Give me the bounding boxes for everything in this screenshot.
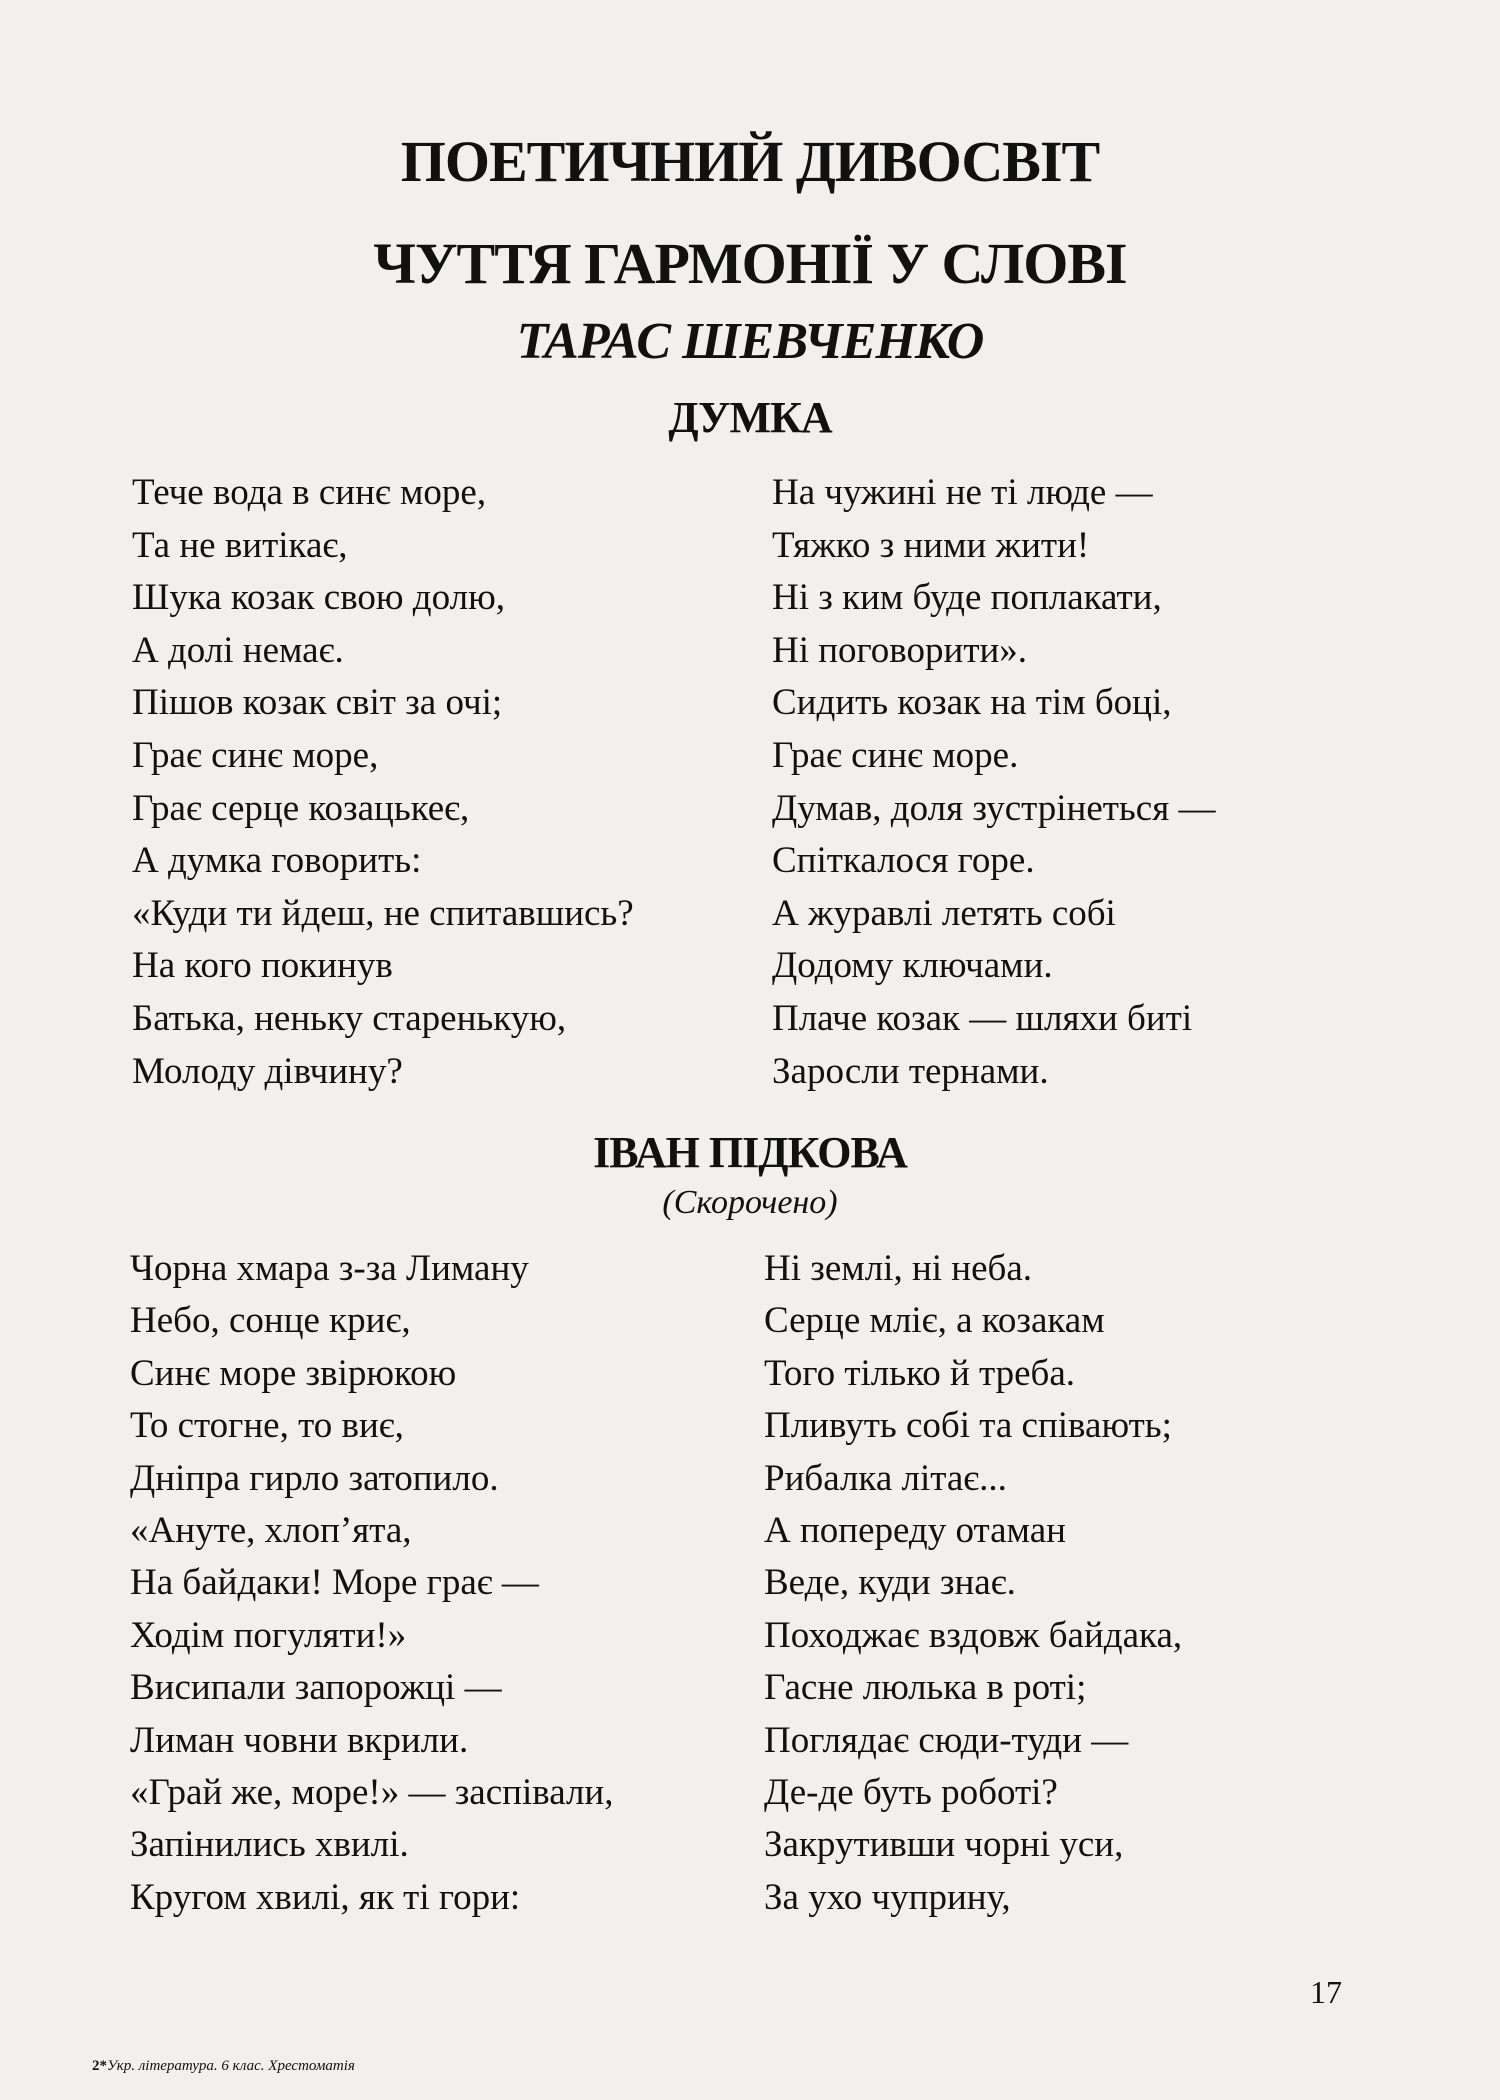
poem-line: Походжає вздовж байдака, xyxy=(764,1614,1183,1656)
poem-line: На чужині не ті люде — xyxy=(772,472,1153,513)
poem-line: Грає синє море. xyxy=(772,734,1019,776)
footer-imprint xyxy=(92,2058,355,2075)
poem-line: Додому ключами. xyxy=(772,945,1053,987)
poem-line: Лиман човни вкрили. xyxy=(130,1719,469,1761)
poem-line: Серце мліє, а козакам xyxy=(764,1300,1105,1342)
poem-line: А думка говорить: xyxy=(132,840,422,882)
poem-line: Молоду дівчину? xyxy=(132,1050,403,1092)
poem-line: Грає серце козацькеє, xyxy=(132,787,470,829)
poem-line: «Куди ти йдеш, не спитавшись? xyxy=(132,892,634,934)
poem-line: Гасне люлька в роті; xyxy=(764,1667,1087,1709)
poem-pidkova-right-column xyxy=(764,1243,1182,1924)
poem-line: Та не витікає, xyxy=(132,524,348,566)
poem-line: Веде, куди знає. xyxy=(764,1562,1016,1604)
poem-line: Тече вода в синє море, xyxy=(132,472,487,513)
poem-line: На байдаки! Море грає — xyxy=(130,1562,539,1604)
poem-line: Поглядає сюди-туди — xyxy=(764,1719,1129,1761)
poem-title-ivan-pidkova: ІВАН ПІДКОВА xyxy=(593,1128,907,1177)
poem-line: Рибалка літає... xyxy=(764,1457,1007,1499)
poem-line: За ухо чуприну, xyxy=(764,1876,1011,1918)
section-subtitle: ЧУТТЯ ГАРМОНІЇ У СЛОВІ xyxy=(373,231,1127,296)
poem-line: Ходім погуляти!» xyxy=(130,1614,407,1656)
poem-line: А долі немає. xyxy=(132,629,344,671)
poem-line: Висипали запорожці — xyxy=(130,1667,502,1709)
poem-dumka-left-column xyxy=(132,467,634,1098)
footer-text: Укр. література. 6 клас. Хрестоматія xyxy=(107,2058,355,2074)
poem-line: А попереду отаман xyxy=(764,1509,1066,1551)
poem-line: Ні землі, ні неба. xyxy=(764,1248,1032,1289)
poem-line: Сидить козак на тім боці, xyxy=(772,682,1172,724)
poem-line: Тяжко з ними жити! xyxy=(772,524,1090,566)
author-name: ТАРАС ШЕВЧЕНКО xyxy=(516,313,984,370)
poem-line: Закрутивши чорні уси, xyxy=(764,1824,1124,1866)
poem-line: Батька, неньку старенькую, xyxy=(132,997,567,1039)
poem-line: Думав, доля зустрінеться — xyxy=(772,787,1216,829)
poem-line: Запінились хвилі. xyxy=(130,1824,409,1866)
poem-line: То стогне, то виє, xyxy=(130,1405,404,1447)
poem-line: Заросли тернами. xyxy=(772,1050,1049,1092)
footer-mark: 2* xyxy=(92,2058,107,2074)
poem-line: На кого покинув xyxy=(132,945,393,987)
poem-line: «Грай же, море!» — заспівали, xyxy=(130,1771,614,1813)
poem-line: Плаче козак — шляхи биті xyxy=(772,997,1193,1039)
poem-pidkova-left-column xyxy=(130,1243,613,1924)
poem-line: Де-де буть роботі? xyxy=(764,1771,1058,1813)
poem-line: Кругом хвилі, як ті гори: xyxy=(130,1876,521,1918)
poem-line: Пливуть собі та співають; xyxy=(764,1405,1172,1447)
poem-note: (Скорочено) xyxy=(662,1184,838,1221)
page-number: 17 xyxy=(1310,1974,1342,2010)
poem-line: Небо, сонце криє, xyxy=(130,1300,411,1342)
poem-line: Синє море звірюкою xyxy=(130,1352,457,1394)
poem-line: Ні поговорити». xyxy=(772,629,1028,671)
poem-line: Чорна хмара з-за Лиману xyxy=(130,1248,529,1289)
poem-line: Грає синє море, xyxy=(132,734,379,776)
poem-line: «Ануте, хлоп’ята, xyxy=(130,1509,412,1551)
poem-title-dumka: ДУМКА xyxy=(668,393,832,442)
poem-line: Пішов козак світ за очі; xyxy=(132,682,503,724)
poem-line: А журавлі летять собі xyxy=(772,892,1116,934)
poem-line: Шука козак свою долю, xyxy=(132,577,505,619)
poem-line: Ні з ким буде поплакати, xyxy=(772,577,1162,619)
section-title: ПОЕТИЧНИЙ ДИВОСВІТ xyxy=(400,129,1100,194)
poem-line: Дніпра гирло затопило. xyxy=(130,1457,499,1499)
poem-line: Того тілько й треба. xyxy=(764,1352,1076,1394)
poem-line: Спіткалося горе. xyxy=(772,840,1035,882)
poem-dumka-right-column xyxy=(772,467,1216,1098)
